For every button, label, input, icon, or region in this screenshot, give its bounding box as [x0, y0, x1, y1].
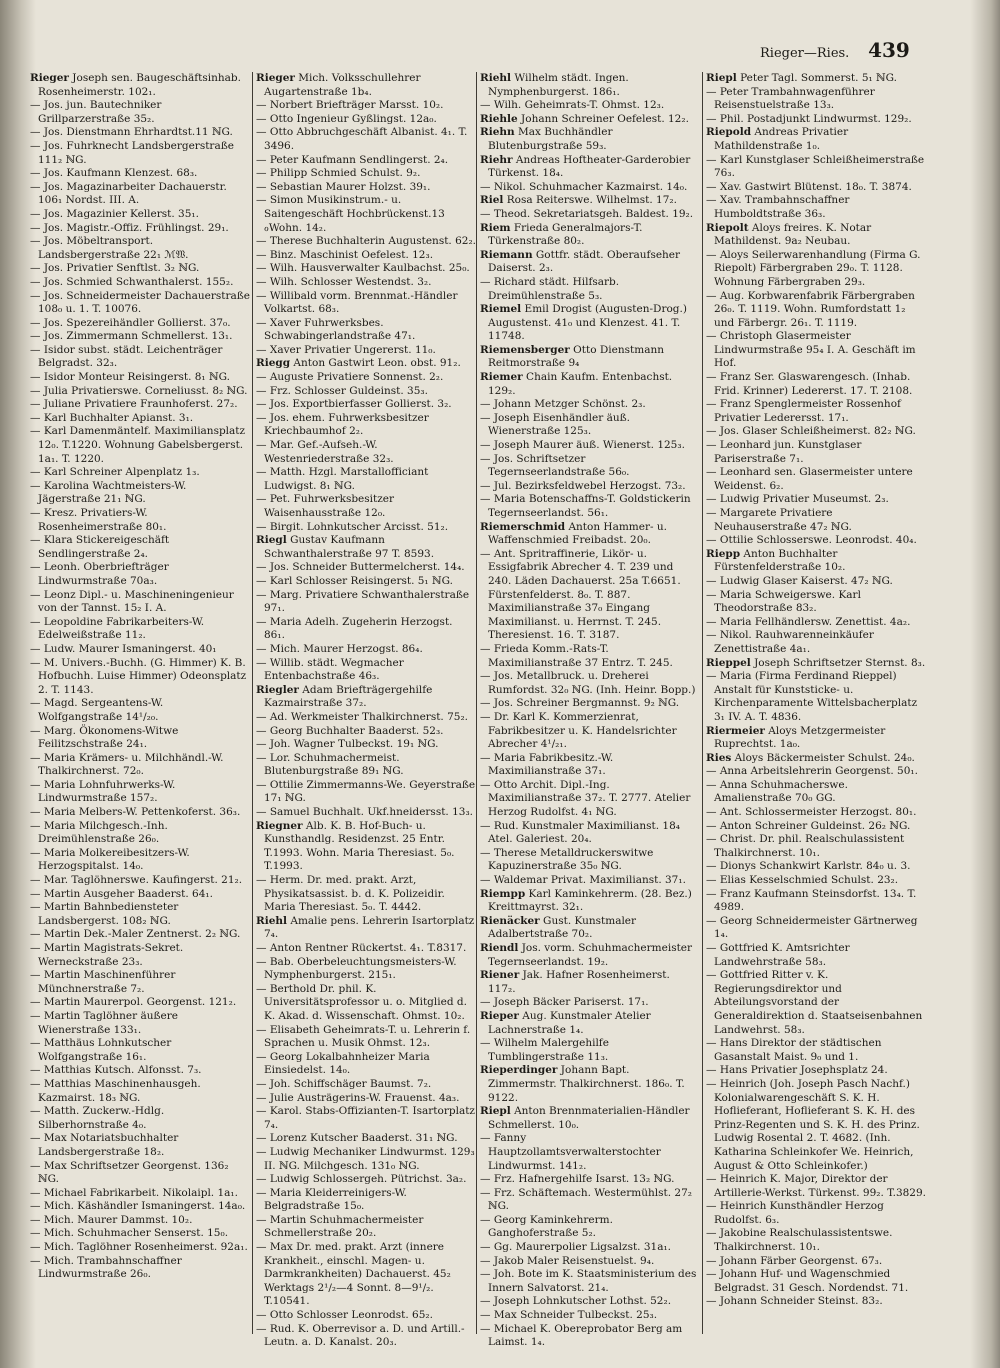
directory-entry: — Maria Melbers-W. Pettenkoferst. 36₃. — [30, 806, 241, 819]
directory-entry: — Jos. Schriftsetzer Tegernseerlandstraße 56₀. — [480, 452, 630, 479]
directory-entry: — Theod. Sekretariatsgeh. Baldest. 19₂. — [480, 207, 694, 220]
directory-entry: — Waldemar Privat. Maximilianst. 37₁. — [480, 874, 686, 887]
directory-entry: — Birgit. Lohnkutscher Arcisst. 51₂. — [256, 520, 449, 533]
directory-entry: — Ant. Spritraffinerie, Likör- u. Essigfabrik Abrecher 4. T. 239 und 240. Läden Dachauerst. 25a T.6651. Fürstenfelderst. 8₀. T. 887. Maximilianstraße 37₀ Eingang Maximilianst. u. Herrnst. T. 245. Theresienst. 16. T. 3187. — [480, 547, 681, 642]
directory-entry: — Johann Metzger Schönst. 2₃. — [480, 398, 646, 411]
directory-entry: — Wilh. Hausverwalter Kaulbachst. 25₀. — [256, 262, 470, 275]
directory-entry: — Frz. Schlosser Guldeinst. 35₃. — [256, 384, 428, 397]
directory-entry: — Otto Abbruchgeschäft Albanist. 4₁. T. 3496. — [256, 126, 468, 152]
directory-entry: — Dionys Schankwirt Karlstr. 84₀ u. 3. — [706, 860, 911, 873]
directory-entry: — Jos. Exportbierfasser Gollierst. 3₂. — [256, 398, 452, 411]
directory-entry: — Elias Kesselschmied Schulst. 23₂. — [706, 874, 899, 887]
page-number: 439 — [868, 38, 910, 62]
directory-entry: — Matth. Zuckerw.-Hdlg. Silberhornstraße 4₀. — [30, 1105, 165, 1131]
directory-entry: — Xav. Trambahnschaffner Humboldtstraße 36₃. — [706, 194, 850, 220]
directory-entry: — Christ. Dr. phil. Realschulassistent Thalkirchnerst. 10₁. — [706, 833, 905, 859]
directory-entry: — Maria Adelh. Zugeherin Herzogst. 86₁. — [256, 615, 453, 642]
directory-entry: — Georg Schneidermeister Gärtnerweg 1₄. — [706, 914, 918, 941]
directory-entry: — Michael K. Obereprobator Berg am Laimst. 1₄. — [480, 1322, 683, 1349]
directory-entry: — Mar. Gef.-Aufseh.-W. Westenriederstraße 32₃. — [256, 439, 394, 465]
directory-entry: — Maria Botenschaffns-T. Goldstickerin Tegernseerlandst. 56₁. — [480, 493, 691, 519]
directory-entry: — Jakob Maler Reisenstuelst. 9₄. — [480, 1254, 655, 1267]
directory-entry: — Frz. Hafnergehilfe Isarst. 13₂ ℕG. — [480, 1173, 675, 1186]
directory-entry: — Therese Metalldruckerswitwe Kapuzinerstraße 35₀ ℕG. — [480, 846, 654, 873]
directory-entry: — Ludwig Privatier Museumst. 2₃. — [706, 493, 889, 506]
directory-entry: — Matthäus Lohnkutscher Wolfgangstraße 16₁. — [30, 1037, 172, 1063]
directory-entry: — Julia Privatierswe. Corneliusst. 8₂ ℕG. — [30, 384, 248, 397]
directory-entry: — Otto Archit. Dipl.-Ing. Maximilianstraße 37₂. T. 2777. Atelier Herzog Rudolfst. 4₁ ℕG. — [480, 778, 691, 819]
directory-entry: Riegg Anton Gastwirt Leon. obst. 91₂. — [256, 357, 461, 370]
column-4 — [706, 72, 926, 1334]
directory-entry: — Max Schriftsetzer Georgenst. 136₂ ℕG. — [30, 1159, 229, 1186]
directory-entry: Riemerschmid Anton Hammer- u. Waffenschmied Freibadst. 20₀. — [480, 520, 667, 547]
directory-entry: — Mich. Taglöhner Rosenheimerst. 92a₁. — [30, 1241, 248, 1254]
directory-entry: — Marg. Privatiere Schwanthalerstraße 97₁. — [256, 588, 470, 615]
directory-entry: — Karl Buchhalter Apianst. 3₁. — [30, 411, 194, 424]
column-1 — [30, 72, 250, 1334]
directory-entry: — Jos. Dienstmann Ehrhardtst.11 ℕG. — [30, 126, 233, 139]
directory-entry: Riel Rosa Reiterswe. Wilhelmst. 17₂. — [480, 194, 677, 207]
directory-entry: — Heinrich (Joh. Joseph Pasch Nachf.) Kolonialwarengeschäft S. K. H. Hoflieferant, Hoflieferant S. K. H. des Prinz-Regenten und S. K. H. des Prinz. Ludwig Rosental 2. T. 4682. (Inh. Katharina Schleinkofer We. Heinrich, August & Otto Schleinkofer.) — [706, 1077, 920, 1172]
directory-entry: — Hans Privatier Josephsplatz 24. — [706, 1064, 888, 1077]
directory-entry: — Lor. Schuhmachermeist. Blutenburgstraße 89₁ ℕG. — [256, 751, 404, 778]
directory-entry: — Xaver Fuhrwerksbes. Schwabingerlandstraße 47₁. — [256, 316, 416, 343]
directory-entry: — Ottilie Zimmermanns-We. Geyerstraße 17₁ ℕG. — [256, 778, 476, 805]
directory-entry: — Gg. Maurerpolier Ligsalzst. 31a₁. — [480, 1241, 672, 1254]
directory-entry: — Ant. Schlossermeister Herzogst. 80₁. — [706, 806, 917, 819]
directory-entry: — Jul. Bezirksfeldwebel Herzogst. 73₂. — [480, 479, 686, 492]
directory-entry: — Xav. Gastwirt Blütenst. 18₀. T. 3874. — [706, 180, 912, 193]
directory-entry: — Johann Färber Georgenst. 67₃. — [706, 1254, 883, 1267]
directory-entry: — Maria Kleiderreinigers-W. Belgradstraße 15₀. — [256, 1186, 407, 1213]
directory-entry: — Sebastian Maurer Holzst. 39₁. — [256, 180, 431, 193]
directory-entry: — Isidor subst. städt. Leichenträger Belgradst. 32₃. — [30, 343, 223, 370]
directory-entry: — Martin Bahnbediensteter Landsbergerst. 108₂ ℕG. — [30, 901, 179, 927]
directory-entry: — Elisabeth Geheimrats-T. u. Lehrerin f. Sprachen u. Musik Ohmst. 12₃. — [256, 1023, 471, 1050]
directory-entry: — Norbert Briefträger Marsst. 10₂. — [256, 99, 444, 112]
directory-entry: — Max Notariatsbuchhalter Landsbergerstraße 18₂. — [30, 1132, 179, 1158]
directory-entry: — Ludwig Glaser Kaiserst. 47₂ ℕG. — [706, 574, 893, 587]
directory-entry: — Xaver Privatier Ungererst. 11₀. — [256, 343, 436, 356]
directory-entry: — Martin Ausgeher Baaderst. 64₁. — [30, 887, 213, 900]
directory-entry: Rienäcker Gust. Kunstmaler Adalbertstraße 70₂. — [480, 914, 637, 941]
directory-entry: — Mich. Trambahnschaffner Lindwurmstraße 26₀. — [30, 1254, 182, 1281]
directory-entry: — Jos. Spezereihändler Gollierst. 37₀. — [30, 316, 231, 329]
directory-entry: — Joseph Lohnkutscher Lothst. 52₂. — [480, 1295, 672, 1308]
directory-entry: — Wilhelm Malergehilfe Tumblingerstraße 11₃. — [480, 1037, 609, 1063]
directory-entry: — Ottilie Schlosserswe. Leonrodst. 40₄. — [706, 534, 917, 547]
directory-entry: — Peter Trambahnwagenführer Reisenstuelstraße 13₃. — [706, 85, 875, 112]
directory-entry: Riemer Chain Kaufm. Entenbachst. 129₂. — [480, 371, 673, 397]
directory-entry: — Maria Milchgesch.-Inh. Dreimühlenstraße 26₀. — [30, 819, 168, 846]
directory-entry: — Jos. Schneidermeister Dachauerstraße 108₀ u. 1. T. 10076. — [30, 289, 250, 316]
directory-entry: — Hans Direktor der städtischen Gasanstalt Maist. 9₀ und 1. — [706, 1037, 882, 1063]
directory-entry: — Kresz. Privatiers-W. Rosenheimerstraße 80₁. — [30, 507, 167, 533]
directory-entry: — Karl Schreiner Alpenplatz 1₃. — [30, 466, 200, 479]
directory-entry: — Jos. Möbeltransport. Landsbergerstraße 22₁ ℳ𝔚. — [30, 235, 189, 261]
directory-entry: — Anna Arbeitslehrerin Georgenst. 50₁. — [706, 765, 918, 778]
directory-entry: — Magd. Sergeantens-W. Wolfgangstraße 14¹/₂₀. — [30, 697, 164, 723]
column-3 — [480, 72, 700, 1349]
directory-entry: — Joh. Wagner Tulbeckst. 19₁ ℕG. — [256, 738, 439, 751]
directory-entry: — Matthias Kutsch. Alfonsst. 7₃. — [30, 1064, 202, 1077]
column-2 — [256, 72, 477, 1349]
directory-entry: — Leopoldine Fabrikarbeiters-W. Edelweißstraße 11₂. — [30, 615, 205, 642]
directory-entry: — Johann Schneider Steinst. 83₂. — [706, 1295, 883, 1308]
directory-entry: Riendl Jos. vorm. Schuhmachermeister Tegernseerlandst. 19₂. — [480, 942, 693, 968]
running-title: Rieger—Ries. — [760, 46, 850, 61]
directory-entry: Riemensberger Otto Dienstmann Reitmorstraße 9₄ — [480, 343, 664, 370]
directory-entry: — Ludwig Mechaniker Lindwurmst. 129₃ II. ℕG. Milchgesch. 131₀ ℕG. — [256, 1145, 475, 1172]
directory-entry: — Anton Rentner Rückertst. 4₁. T.8317. — [256, 942, 467, 954]
directory-entry: — Otto Schlosser Leonrodst. 65₂. — [256, 1309, 433, 1322]
directory-entry: — Dr. Karl K. Kommerzienrat, Fabrikbesitzer u. K. Handelsrichter Abrecher 4¹/₂₁. — [480, 710, 677, 751]
directory-entry: — Binz. Maschinist Oefelest. 12₃. — [256, 248, 434, 261]
directory-entry: — Simon Musikinstrum.- u. Saitengeschäft Hochbrückenst.13 ℴWohn. 14₂. — [256, 194, 445, 234]
directory-entry: — Leonhard sen. Glasermeister untere Weidenst. 6₂. — [706, 466, 913, 492]
directory-entry: — Jos. Schmied Schwanthalerst. 155₂. — [30, 275, 234, 288]
directory-entry: — Christoph Glasermeister Lindwurmstraße 95₄ I. A. Geschäft im Hof. — [706, 330, 916, 370]
directory-entry: — Isidor Monteur Reisingerst. 8₁ ℕG. — [30, 371, 230, 384]
directory-entry: — Jos. ehem. Fuhrwerksbesitzer Kriechbaumhof 2₂. — [256, 411, 429, 438]
directory-entry: — Jos. Privatier Senftlst. 3₂ ℕG. — [30, 262, 200, 275]
directory-entry: — Joseph Maurer äuß. Wienerst. 125₃. — [480, 439, 685, 452]
directory-entry: — Maria Krämers- u. Milchhändl.-W. Thalkirchnerst. 72₀. — [30, 751, 224, 778]
directory-entry: Rieper Aug. Kunstmaler Atelier Lachnerstraße 1₄. — [480, 1009, 651, 1036]
directory-entry: — Mich. Schuhmacher Senserst. 15₀. — [30, 1227, 229, 1240]
directory-entry: — Mich. Maurer Herzogst. 86₄. — [256, 642, 423, 655]
directory-entry: — Karl Damenmäntelf. Maximiliansplatz 12₀. T.1220. Wohnung Gabelsbergerst. 1a₁. T. 1220. — [30, 425, 246, 465]
directory-entry: Riemann Gottfr. städt. Oberaufseher Daiserst. 2₃. — [480, 248, 681, 275]
directory-entry: — Leonhard jun. Kunstglaser Pariserstraße 7₁. — [706, 439, 862, 465]
directory-entry: Riempp Karl Kaminkehrerm. (28. Bez.) Kreittmayrst. 32₁. — [480, 887, 692, 914]
directory-entry: — Johann Huf- und Wagenschmied Belgradst. 31 Gesch. Nordendst. 71. — [706, 1268, 909, 1294]
directory-entry: — Aloys Seilerwarenhandlung (Firma G. Riepolt) Färbergraben 29₀. T. 1128. Wohnung Färbergraben 29₃. — [706, 248, 921, 288]
directory-entry: — Jos. Magazinarbeiter Dachauerstr. 106₁ Nordst. III. A. — [30, 180, 227, 207]
directory-entry: — Jos. Schreiner Bergmannst. 9₂ ℕG. — [480, 697, 680, 710]
directory-entry: — Joh. Schiffschäger Baumst. 7₂. — [256, 1077, 432, 1090]
directory-entry: — Ad. Werkmeister Thalkirchnerst. 75₂. — [256, 710, 469, 723]
directory-entry: — Gottfried K. Amtsrichter Landwehrstraße 58₃. — [706, 942, 850, 968]
directory-entry: Riegler Adam Briefträgergehilfe Kazmairstraße 37₂. — [256, 683, 433, 710]
directory-entry: — Jos. Metallbruck. u. Dreherei Rumfordst. 32₀ ℕG. (Inh. Heinr. Bopp.) — [480, 670, 696, 696]
directory-entry: — Herm. Dr. med. prakt. Arzt, Physikatsassist. b. d. K. Polizeidir. Maria Theresiast. 5₀. T. 4442. — [256, 874, 445, 914]
directory-entry: — Maria (Firma Ferdinand Rieppel) Anstalt für Kunststicke- u. Kirchenparamente Wittelsbacherplatz 3₁ IV. A. T. 4836. — [706, 670, 918, 723]
directory-entry: Riegl Gustav Kaufmann Schwanthalerstraße 97 T. 8593. — [256, 534, 435, 560]
directory-entry: — Frieda Komm.-Rats-T. Maximilianstraße 37 Entrz. T. 245. — [480, 642, 673, 669]
directory-entry: — Jos. Fuhrknecht Landsbergerstraße 111₂ ℕG. — [30, 139, 234, 166]
directory-entry: — Franz Kaufmann Steinsdorfst. 13₄. T. 4989. — [706, 887, 917, 914]
directory-entry: Rieger Joseph sen. Baugeschäftsinhab. Rosenheimerstr. 102₁. — [30, 72, 241, 98]
directory-entry: — Matth. Hzgl. Marstallofficiant Ludwigst. 8₁ ℕG. — [256, 466, 429, 492]
directory-entry: — Martin Taglöhner äußere Wienerstraße 133₁. — [30, 1009, 178, 1036]
directory-entry: — Mich. Käshändler Ismaningerst. 14a₀. — [30, 1200, 246, 1213]
directory-entry: — Mar. Taglöhnerswe. Kaufingerst. 21₂. — [30, 874, 243, 887]
directory-entry: — Karl Schlosser Reisingerst. 5₁ ℕG. — [256, 574, 453, 587]
directory-entry: — Martin Maschinenführer Münchnerstraße 7₂. — [30, 969, 176, 995]
directory-entry: — Max Dr. med. prakt. Arzt (innere Krankheit., einschl. Magen- u. Darmkrankheiten) Dachauerst. 45₂ Werktags 2¹/₂—4 Sonnt. 8—9¹/₂. T.10541. — [256, 1241, 451, 1308]
directory-entry: — Nikol. Schuhmacher Kazmairst. 14₀. — [480, 180, 688, 193]
page-edge-shadow — [970, 0, 1000, 1368]
directory-entry: — Marg. Ökonomens-Witwe Feilitzschstraße 24₁. — [30, 724, 179, 751]
directory-entry: Riehl Wilhelm städt. Ingen. Nymphenburgerst. 186₁. — [480, 72, 629, 98]
directory-entry: — Peter Kaufmann Sendlingerst. 2₄. — [256, 153, 449, 166]
directory-entry: — Phil. Postadjunkt Lindwurmst. 129₂. — [706, 112, 912, 125]
directory-entry: — Joseph Bäcker Pariserst. 17₁. — [480, 996, 649, 1009]
directory-entry: — Anton Schreiner Guldeinst. 26₂ ℕG. — [706, 819, 911, 832]
page-header — [760, 38, 920, 62]
column-divider — [476, 72, 477, 1334]
directory-entry: — Leonh. Oberbriefträger Lindwurmstraße 70a₃. — [30, 561, 169, 587]
directory-entry: — Joh. Bote im K. Staatsministerium des Innern Salvatorst. 21₄. — [480, 1268, 697, 1294]
directory-entry: — Karl Kunstglaser Schleißheimerstraße 76₃. — [706, 153, 925, 180]
directory-entry: — Maria Fabrikbesitz.-W. Maximilianstraße 37₁. — [480, 751, 614, 778]
directory-entry: — Martin Schuhmachermeister Schmellerstraße 20₂. — [256, 1213, 424, 1240]
directory-entry: — Bab. Oberbeleuchtungsmeisters-W. Nymphenburgerst. 215₁. — [256, 955, 457, 982]
directory-entry: Rieperdinger Johann Bapt. Zimmermstr. Thalkirchnerst. 186₀. T. 9122. — [480, 1064, 685, 1104]
directory-entry: — Maria Fellhändlersw. Zenettist. 4a₂. — [706, 615, 911, 628]
directory-entry: — Martin Maurerpol. Georgenst. 121₂. — [30, 996, 237, 1009]
directory-entry: — Martin Magistrats-Sekret. Werneckstraße 23₃. — [30, 942, 184, 968]
directory-entry: — Samuel Buchhalt. Ukf.hneidersst. 13₃. — [256, 806, 474, 819]
column-divider — [252, 72, 253, 1334]
directory-entry: — Frz. Schäftemach. Westermühlst. 27₂ ℕG. — [480, 1186, 692, 1213]
directory-entry: — Gottfried Ritter v. K. Regierungsdirektor und Abteilungsvorstand der Generaldirektion d. Staatseisenbahnen Landwehrst. 58₃. — [706, 969, 923, 1036]
directory-entry: — Juliane Privatiere Fraunhoferst. 27₂. — [30, 398, 238, 411]
directory-entry: — M. Univers.-Buchh. (G. Himmer) K. B. Hofbuchh. Luise Himmer) Odeonsplatz 2. T. 1143. — [30, 656, 247, 696]
directory-entry: Riehl Amalie pens. Lehrerin Isartorplatz 7₄. — [256, 914, 475, 941]
directory-entry: — Martin Dek.-Maler Zentnerst. 2₂ ℕG. — [30, 928, 241, 941]
directory-entry: — Joseph Eisenhändler äuß. Wienerstraße 125₃. — [480, 411, 630, 438]
directory-entry: — Ludwig Schlossergeh. Pütrichst. 3a₂. — [256, 1173, 467, 1186]
directory-entry: Riehr Andreas Hoftheater-Garderobier Türkenst. 18₄. — [480, 153, 691, 180]
directory-entry: Ries Aloys Bäckermeister Schulst. 24₀. — [706, 751, 915, 764]
directory-entry: Riermeier Aloys Metzgermeister Ruprechtst. 1a₀. — [706, 724, 886, 751]
directory-entry: — Georg Lokalbahnheizer Maria Einsiedelst. 14₀. — [256, 1050, 430, 1077]
directory-entry: — Franz Spenglermeister Rossenhof Privatier Lederersst. 17₁. — [706, 398, 901, 424]
directory-entry: — Heinrich K. Major, Direktor der Artillerie-Werkst. Türkenst. 99₂. T.3829. — [706, 1173, 926, 1199]
directory-entry: — Jos. Glaser Schleißheimerst. 82₂ ℕG. — [706, 425, 916, 438]
directory-entry: — Philipp Schmied Schulst. 9₂. — [256, 167, 421, 180]
directory-entry: — Wilh. Geheimrats-T. Ohmst. 12₃. — [480, 99, 665, 112]
directory-entry: — Berthold Dr. phil. K. Universitätsprofessor u. o. Mitglied d. K. Akad. d. Wissenschaft. Ohmst. 10₂. — [256, 982, 467, 1022]
directory-entry: Rieppel Joseph Schriftsetzer Sternst. 8₃. — [706, 656, 926, 669]
directory-entry: — Willib. städt. Wegmacher Entenbachstraße 46₃. — [256, 656, 404, 683]
directory-entry: — Aug. Korbwarenfabrik Färbergraben 26₀. T. 1119. Wohn. Rumfordstatt 1₂ und Färbergr. 26₁. T. 1119. — [706, 289, 915, 329]
directory-entry: — Rud. Kunstmaler Maximilianst. 18₄ Atel. Galeriest. 20₄. — [480, 819, 680, 846]
column-divider — [702, 72, 703, 1334]
directory-entry: — Jos. jun. Bautechniker Grillparzerstraße 35₂. — [30, 99, 162, 125]
directory-entry: — Nikol. Rauhwarenneinkäufer Zenettistraße 4a₁. — [706, 629, 874, 655]
directory-entry: — Margarete Privatiere Neuhauserstraße 47₂ ℕG. — [706, 507, 852, 533]
directory-entry: — Maria Schweigerswe. Karl Theodorstraße 83₂. — [706, 588, 861, 615]
directory-entry: — Klara Stickereigeschäft Sendlingerstraße 2₄. — [30, 534, 170, 560]
directory-entry: — Fanny Hauptzollamtsverwalterstochter Lindwurmst. 141₂. — [480, 1132, 661, 1172]
directory-entry: — Heinrich Kunsthändler Herzog Rudolfst. 6₃. — [706, 1200, 884, 1226]
directory-entry: — Franz Ser. Glaswarengesch. (Inhab. Frid. Krinner) Ledererst. 17. T. 2108. — [706, 371, 913, 397]
directory-entry: Riegner Alb. K. B. Hof-Buch- u. Kunsthandlg. Residenzst. 25 Entr. T.1993. Wohn. Maria Theresiast. 5₀. T.1993. — [256, 819, 455, 873]
directory-entry: — Jos. Magazinier Kellerst. 35₁. — [30, 207, 199, 220]
directory-entry: — Therese Buchhalterin Augustenst. 62₂. — [256, 235, 477, 248]
directory-entry: — Leonz Dipl.- u. Maschineningenieur von der Tannst. 15₂ I. A. — [30, 588, 234, 615]
directory-entry: — Wilh. Schlosser Westendst. 3₂. — [256, 275, 432, 288]
directory-entry: — Georg Buchhalter Baaderst. 52₃. — [256, 724, 444, 737]
directory-entry: — Willibald vorm. Brennmat.-Händler Volkartst. 68₃. — [256, 289, 458, 316]
directory-entry: Riehn Max Buchhändler Blutenburgstraße 59₃. — [480, 126, 613, 152]
directory-entry: — Georg Kaminkehrerm. Ganghoferstraße 5₂. — [480, 1213, 613, 1240]
directory-entry: — Karol. Stabs-Offizianten-T. Isartorplatz 7₄. — [256, 1105, 475, 1131]
directory-entry: — Anna Schuhmacherswe. Amalienstraße 70₀ GG. — [706, 778, 848, 805]
directory-entry: Riepolt Aloys freires. K. Notar Mathildenst. 9a₂ Neubau. — [706, 221, 872, 248]
directory-entry: — Maria Molkereibesitzers-W. Herzogspitalst. 14₀. — [30, 846, 190, 873]
directory-entry: — Auguste Privatiere Sonnenst. 2₂. — [256, 371, 444, 384]
directory-entry: Riemel Emil Drogist (Augusten-Drog.) Augustenst. 41₀ und Klenzest. 41. T. 11748. — [480, 303, 687, 343]
directory-entry: Riehle Johann Schreiner Oefelest. 12₂. — [480, 112, 689, 125]
directory-entry: — Michael Fabrikarbeit. Nikolaipl. 1a₁. — [30, 1186, 238, 1199]
directory-entry: — Lorenz Kutscher Baaderst. 31₁ ℕG. — [256, 1132, 458, 1145]
directory-entry: — Rud. K. Oberrevisor a. D. und Artill.-Leutn. a. D. Kanalst. 20₃. — [256, 1322, 465, 1349]
directory-entry: — Jos. Kaufmann Klenzest. 68₃. — [30, 167, 198, 180]
directory-entry: — Maria Lohnfuhrwerks-W. Lindwurmstraße 157₂. — [30, 778, 176, 805]
directory-entry: — Max Schneider Tulbeckst. 25₃. — [480, 1309, 658, 1322]
directory-entry: — Pet. Fuhrwerksbesitzer Waisenhausstraße 12₀. — [256, 493, 395, 519]
directory-entry: Riener Jak. Hafner Rosenheimerst. 117₂. — [480, 969, 670, 995]
directory-entry: Rieger Mich. Volksschullehrer Augartenstraße 1b₄. — [256, 72, 421, 98]
directory-entry: — Matthias Maschinenhausgeh. Kazmairst. 18₃ ℕG. — [30, 1077, 201, 1104]
directory-entry: — Julie Austrägerins-W. Frauenst. 4a₃. — [256, 1091, 460, 1104]
directory-entry: — Ludw. Maurer Ismaningerst. 40₁ — [30, 642, 217, 655]
directory-entry: — Richard städt. Hilfsarb. Dreimühlenstraße 5₃. — [480, 275, 620, 302]
directory-entry: Riepold Andreas Privatier Mathildenstraße 1₀. — [706, 126, 849, 152]
directory-entry: Riepp Anton Buchhalter Fürstenfelderstraße 10₂. — [706, 547, 846, 574]
directory-entry: Riepl Peter Tagl. Sommerst. 5₁ ℕG. — [706, 72, 897, 84]
directory-entry: — Jos. Magistr.-Offiz. Frühlingst. 29₁. — [30, 221, 229, 234]
directory-entry: — Jos. Zimmermann Schmellerst. 13₁. — [30, 330, 233, 343]
directory-entry: Riem Frieda Generalmajors-T. Türkenstraße 80₂. — [480, 221, 643, 248]
directory-entry: — Otto Ingenieur Gyßlingst. 12a₀. — [256, 112, 437, 125]
directory-entry: — Mich. Maurer Dammst. 10₂. — [30, 1213, 193, 1226]
directory-entry: — Jos. Schneider Buttermelcherst. 14₄. — [256, 561, 465, 574]
directory-entry: — Karolina Wachtmeisters-W. Jägerstraße 21₁ ℕG. — [30, 479, 187, 506]
directory-entry: Riepl Anton Brennmaterialien-Händler Schmellerst. 10₀. — [480, 1105, 690, 1131]
directory-entry: — Jakobine Realschulassistentswe. Thalkirchnerst. 10₁. — [706, 1227, 893, 1254]
